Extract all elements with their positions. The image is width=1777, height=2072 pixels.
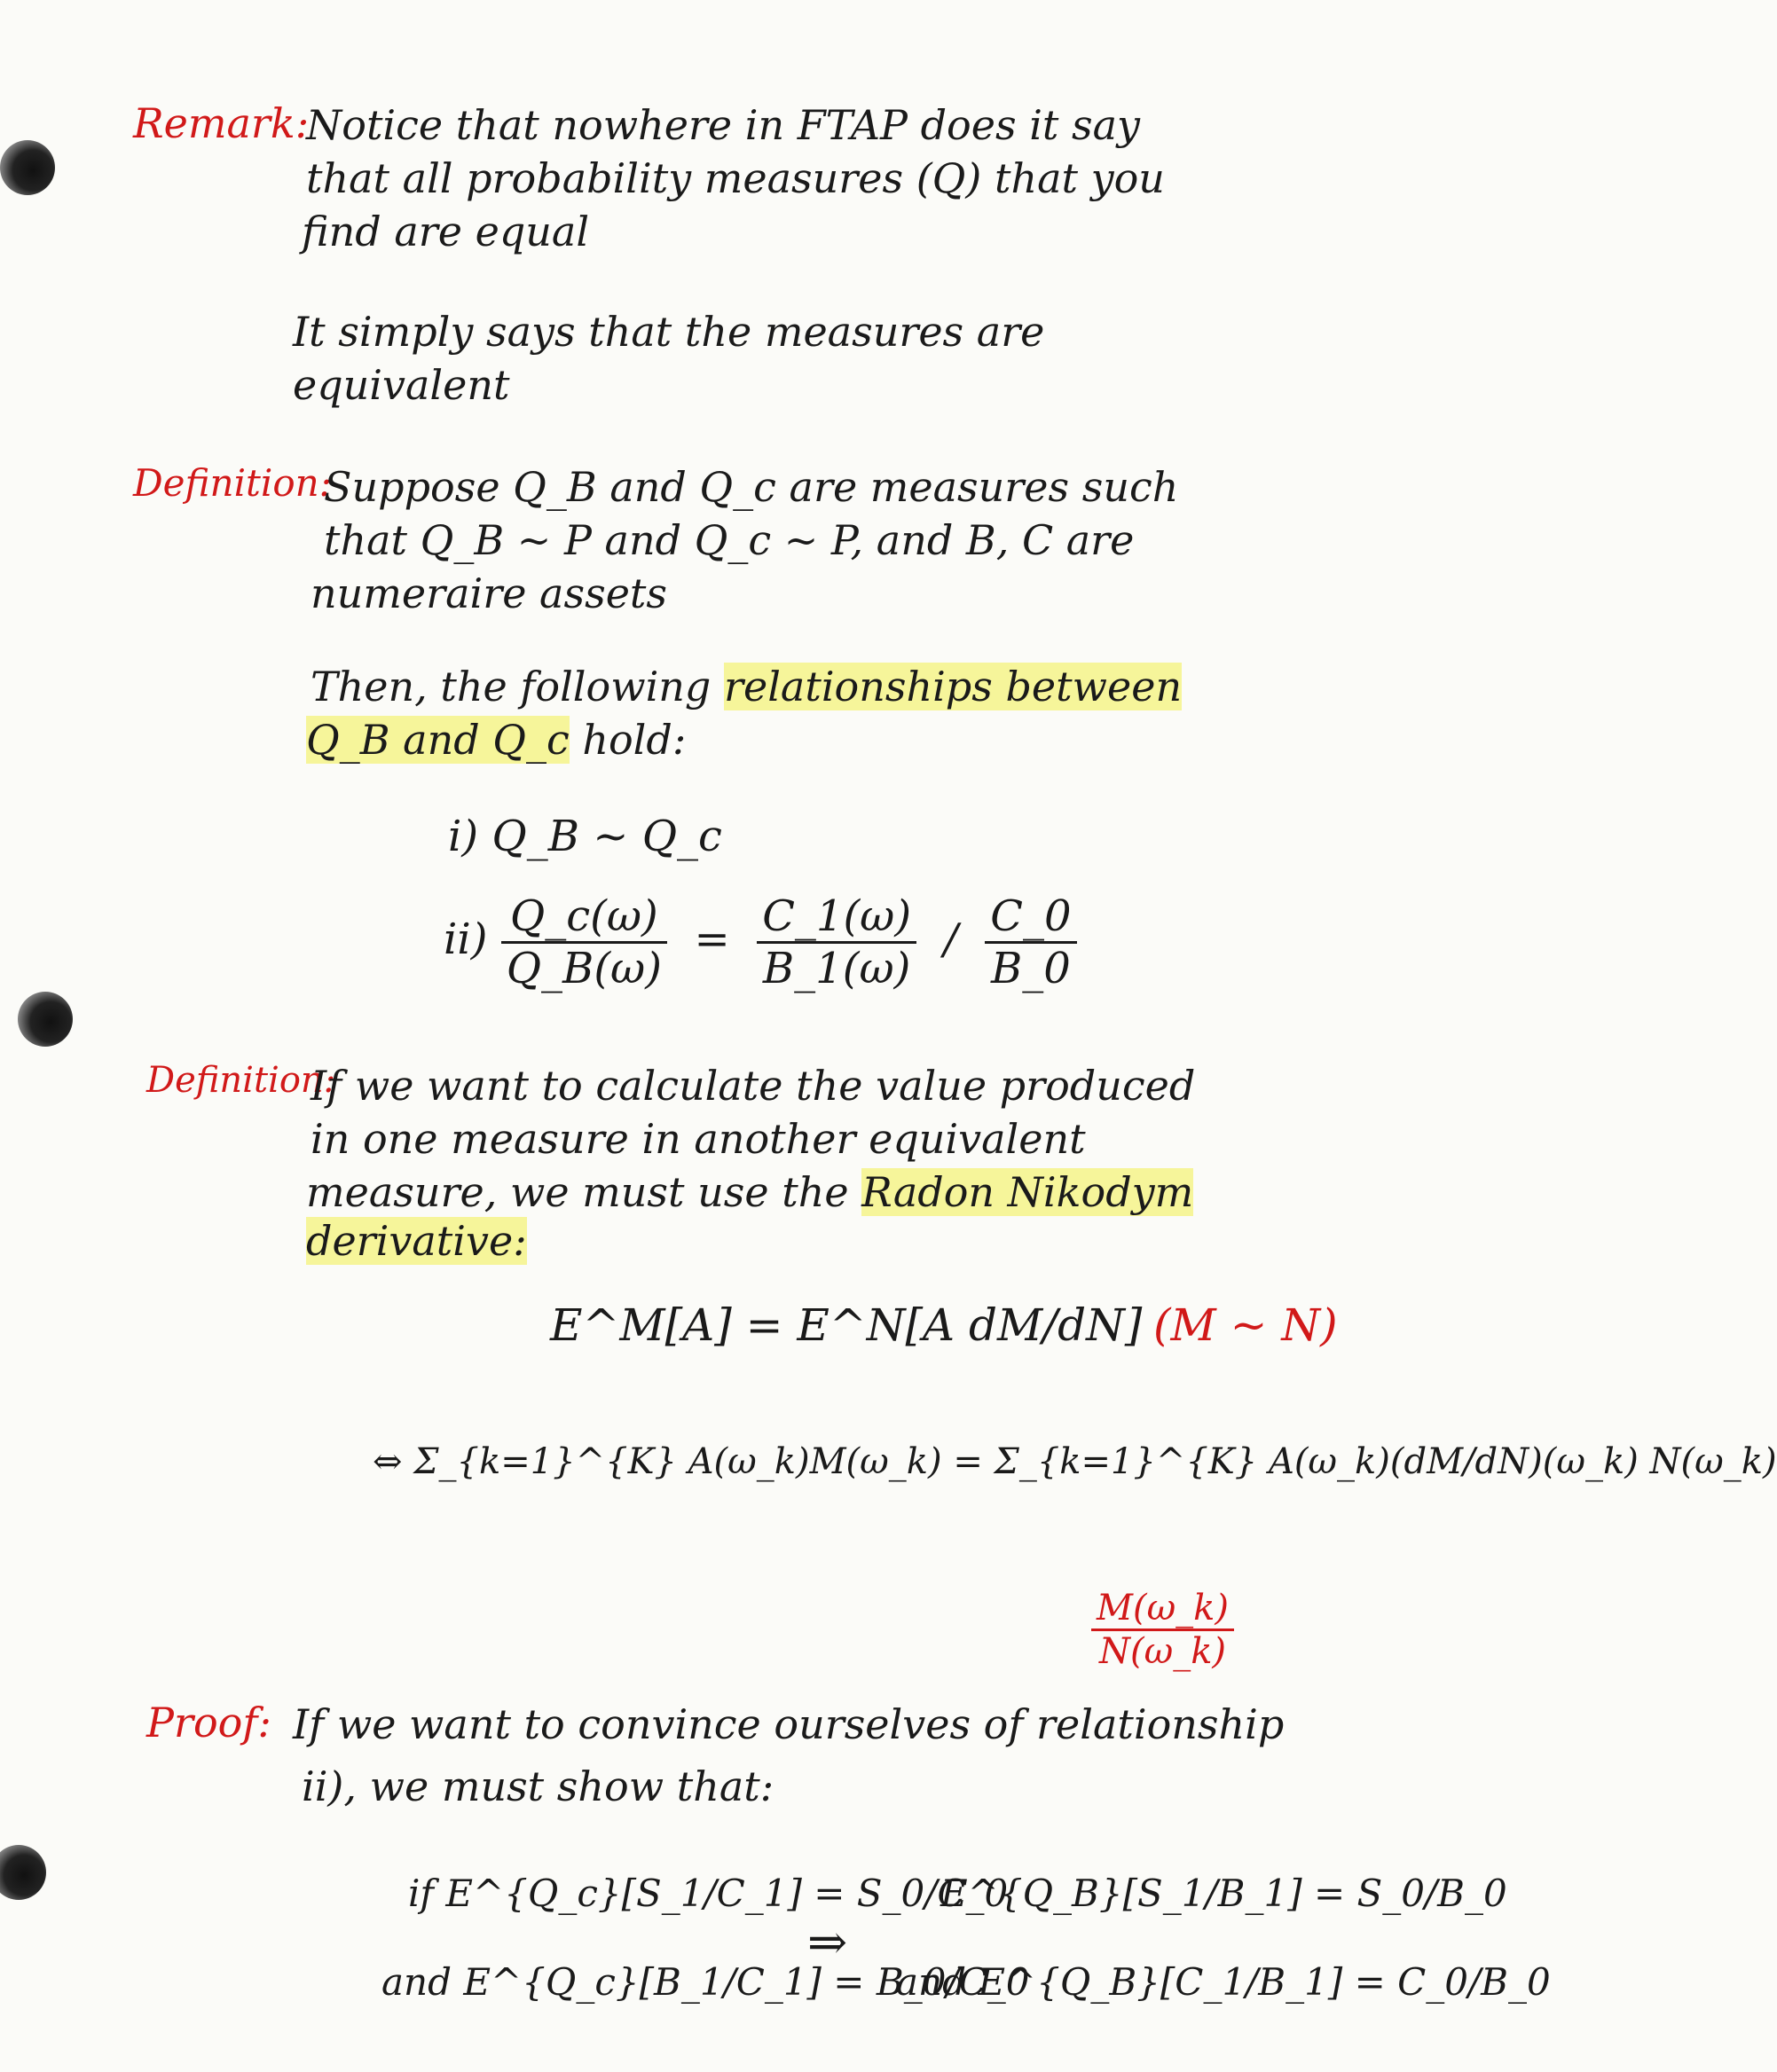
- binder-hole: [0, 140, 55, 195]
- derivative-note: [1091, 1588, 1234, 1672]
- binder-hole: [0, 1845, 46, 1900]
- fraction: $\frac{M(\omega\_k)}{N(\omega\_k)}$: [1091, 1588, 1234, 1672]
- definition-label: Definition:: [133, 461, 332, 505]
- definition-line: If we want to calculate the value produced: [311, 1062, 1196, 1110]
- proof-if: if E^{Q_c}[S_1/C_1] = S_0/C_0: [408, 1872, 1009, 1915]
- item-i: i) Q_B ~ Q_c: [448, 812, 722, 861]
- proof-line: ii), we must show that:: [302, 1762, 774, 1810]
- radon-nikodym-equation: E^M[A] = E^N[A dM/dN]: [550, 1299, 1143, 1351]
- proof-label: Proof:: [146, 1699, 271, 1746]
- then-line-2: Q_B and Q_c hold:: [306, 716, 687, 764]
- remark-para2: equivalent: [293, 361, 510, 409]
- fraction: $\frac{C\_0}{B\_0}$: [985, 891, 1076, 993]
- sum-equation: ⇔ Σ_{k=1}^{K} A(ω_k)M(ω_k) = Σ_{k=1}^{K} A(ω_k)(dM/dN)(ω_k) N(ω_k): [373, 1441, 1777, 1482]
- highlight: derivative:: [306, 1217, 527, 1265]
- proof-and: and E^{Q_c}[B_1/C_1] = B_0/C_0: [381, 1960, 1030, 2004]
- remark-line: Notice that nowhere in FTAP does it say: [306, 101, 1141, 149]
- item-ii: ii) $\frac{Q\_c(\omega)}{Q\_B(\omega)}$ = $\frac{C\_1(\omega)}{B\_1(\omega)}$ / $\frac{C\_0}{B\_0}$: [444, 891, 1077, 993]
- remark-line: that all probability measures (Q) that you: [306, 154, 1165, 202]
- definition-line: Suppose Q_B and Q_c are measures such: [324, 463, 1179, 511]
- proof-then: E^{Q_B}[S_1/B_1] = S_0/B_0: [940, 1872, 1507, 1915]
- binder-hole: [18, 992, 73, 1047]
- then-line: Then, the following relationships between: [311, 663, 1183, 710]
- definition-label: Definition:: [146, 1060, 336, 1101]
- proof-line: If we want to convince ourselves of relationship: [293, 1700, 1285, 1748]
- definition-line: that Q_B ~ P and Q_c ~ P, and B, C are: [324, 516, 1135, 564]
- remark-para2: It simply says that the measures are: [293, 308, 1045, 356]
- highlight: Radon Nikodym: [861, 1168, 1194, 1216]
- highlight: Q_B and Q_c: [306, 716, 570, 764]
- implies-arrow: ⇒: [807, 1914, 848, 1970]
- definition-line: numeraire assets: [311, 569, 668, 617]
- equivalence-note: (M ~ N): [1153, 1299, 1338, 1351]
- highlight: relationships between: [723, 663, 1183, 710]
- fraction: $\frac{Q\_c(\omega)}{Q\_B(\omega)}$: [501, 891, 667, 993]
- remark-label: Remark:: [133, 99, 310, 147]
- fraction: $\frac{C\_1(\omega)}{B\_1(\omega)}$: [757, 891, 916, 993]
- definition-line: in one measure in another equivalent: [311, 1115, 1086, 1163]
- remark-line: find are equal: [302, 208, 590, 255]
- definition-line: measure, we must use the Radon Nikodym: [306, 1168, 1194, 1216]
- proof-then-and: and E^{Q_B}[C_1/B_1] = C_0/B_0: [896, 1960, 1551, 2004]
- definition-line: [306, 1215, 527, 1267]
